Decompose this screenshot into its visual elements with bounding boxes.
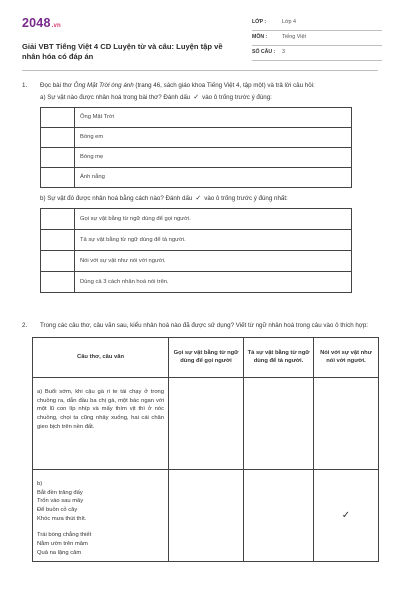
question-1b-options <box>40 208 352 293</box>
answer-checkbox[interactable] <box>41 230 75 251</box>
option-row: Bóng mẹ <box>41 148 352 168</box>
option-row: Nói với sự vật như nói với người. <box>41 251 352 272</box>
question-1a-options <box>40 107 352 188</box>
table-row: b) Bắt đền trăng đấy Trốn vào sau mây Để buồn cỏ cây Khóc mưa thút thít. Trái bòng chẳng thiết Nằm ườn trên mâm Quả na lặng câm ✓ <box>33 469 379 562</box>
meta-row-grade: LỚP : Lớp 4 <box>252 16 382 31</box>
question-1: 1. Đọc bài thơ Ông Mặt Trời óng ánh (trang 46, sách giáo khoa Tiếng Việt 4, tập một) và trả lời câu hỏi: a) Sự vật nào được nhân hoá trong bài thơ? Đánh dấu ✓ vào ô trống trước ý đúng: Ông Mặt Trời Bóng em Bóng mẹ Ánh nắng b) Sự vật đó được nhân hoá bằng cách nào? Đánh dấu ✓ vào ô trống trước ý đúng nhất: Gọi sự vật bằng từ ngữ dùng để gọi người. Tả sự vật bằng từ ngữ dùng để tả người. Nói với sự vật như nói với người. Dùng cả 3 cách nhân hoá nói trên. <box>22 82 378 293</box>
check-icon: ✓ <box>341 510 351 522</box>
option-row: Dùng cả 3 cách nhân hoá nói trên. <box>41 272 352 293</box>
document-header <box>22 12 382 64</box>
option-row: Ông Mặt Trời <box>41 108 352 128</box>
table-row: a) Buổi sớm, khi cậu gà ri te tái chạy ở trong chuồng ra, dẫn đầu ba chị gà, một bác ngan với một lũ con líp nhíp và mấy thím vịt thì ở nóc chuồng, chọi ta cũng nhảy xuống, hai cái chân gieo bịch trên nền đất. <box>33 377 379 469</box>
meta-info <box>252 16 382 61</box>
document-title: Giải VBT Tiếng Việt 4 CD Luyện từ và câu: Luyện tập về nhân hóa có đáp án <box>22 42 223 61</box>
answer-cell[interactable] <box>314 377 379 469</box>
question-2: 2. Trong các câu thơ, câu văn sau, kiểu nhân hoá nào đã được sử dụng? Viết từ ngữ nhân hoá trong câu vào ô thích hợp: Câu thơ, câu văn Gọi sự vật bằng từ ngữ dùng để gọi người Tả sự vật bằng từ ngữ dùng để tả người. Nói với sự vật như nói với người. a) Buổi sớm, khi cậu gà ri te tái chạy ở trong chuồng ra, dẫn đầu ba chị gà, một bác ngan với một lũ con líp nhíp và mấy thím vịt thì ở nóc chuồng, chọi ta cũng nhảy xuống, hai cái chân gieo bịch trên nền đất. b) Bắt đền trăng đấy Trốn vào sau mây Để buồn cỏ cây Khóc mưa thút thít. Trái bòng chẳng thiết Nằm ườn trên mâm Quả na lặng câm ✓ <box>22 322 378 562</box>
header-divider <box>22 70 378 71</box>
option-row: Bóng em <box>41 128 352 148</box>
answer-cell[interactable] <box>169 469 244 562</box>
answer-cell[interactable] <box>244 469 314 562</box>
answer-cell-checked[interactable] <box>314 469 379 562</box>
question-2-text: Trong các câu thơ, câu văn sau, kiểu nhân hoá nào đã được sử dụng? Viết từ ngữ nhân hoá trong câu vào ô thích hợp: <box>40 322 369 329</box>
check-icon: ✓ <box>193 93 200 101</box>
option-row: Gọi sự vật bằng từ ngữ dùng để gọi người. <box>41 209 352 230</box>
meta-row-subject: MÔN : Tiếng Việt <box>252 31 382 46</box>
answer-checkbox[interactable] <box>41 148 75 168</box>
answer-checkbox[interactable] <box>41 168 75 188</box>
question-2-table <box>32 337 379 563</box>
answer-checkbox[interactable] <box>41 209 75 230</box>
question-1-text: Đọc bài thơ Ông Mặt Trời óng ánh (trang 46, sách giáo khoa Tiếng Việt 4, tập một) và trả lời câu hỏi: <box>40 82 315 89</box>
answer-checkbox[interactable] <box>41 272 75 293</box>
answer-checkbox[interactable] <box>41 108 75 128</box>
answer-cell[interactable] <box>169 377 244 469</box>
question-1a-text: a) Sự vật nào được nhân hoá trong bài thơ? Đánh dấu ✓ vào ô trống trước ý đúng: <box>40 93 272 101</box>
meta-row-count: SỐ CÂU : 3 <box>252 46 382 61</box>
question-1b-text: b) Sự vật đó được nhân hoá bằng cách nào? Đánh dấu ✓ vào ô trống trước ý đúng nhất: <box>40 195 288 203</box>
table-header-row: Câu thơ, câu văn Gọi sự vật bằng từ ngữ dùng để gọi người Tả sự vật bằng từ ngữ dùng để tả người. Nói với sự vật như nói với người. <box>33 337 379 377</box>
option-row: Ánh nắng <box>41 168 352 188</box>
answer-cell[interactable] <box>244 377 314 469</box>
answer-checkbox[interactable] <box>41 128 75 148</box>
site-logo[interactable]: 2048.vn <box>22 16 61 30</box>
check-icon: ✓ <box>195 195 202 203</box>
option-row: Tả sự vật bằng từ ngữ dùng để tả người. <box>41 230 352 251</box>
answer-checkbox[interactable] <box>41 251 75 272</box>
